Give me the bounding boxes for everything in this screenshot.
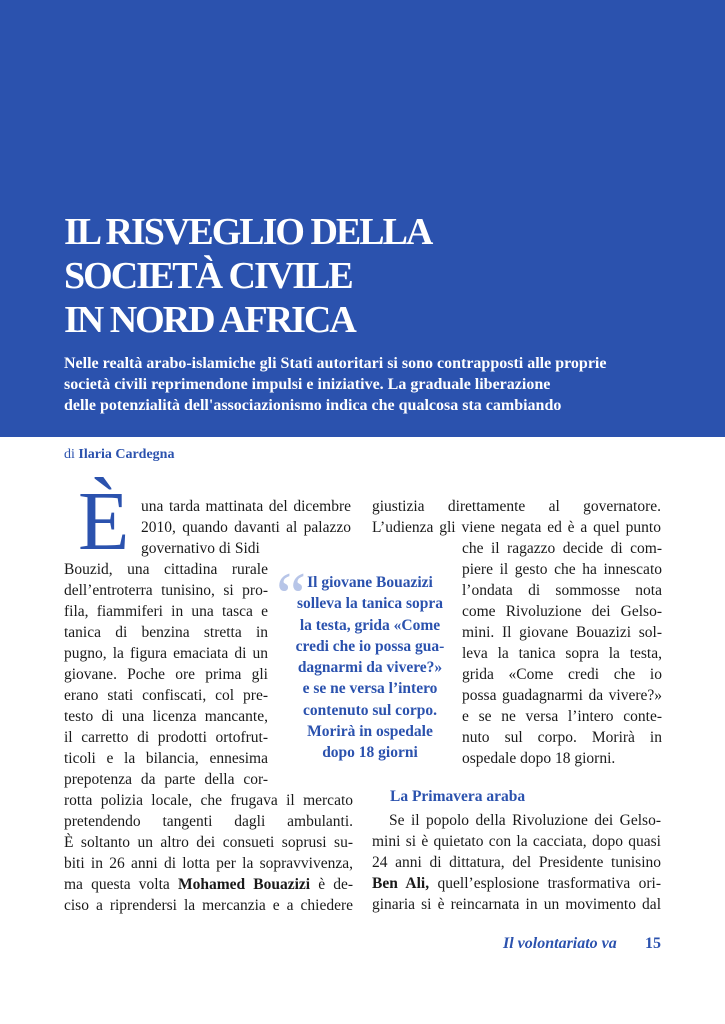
body-line: come Rivoluzione dei Gelso- [462, 603, 662, 620]
pull-quote-line: credi che io possa gua- [295, 637, 445, 655]
pull-quote-line: solleva la tanica sopra [297, 595, 443, 613]
body-line-part: è de- [318, 876, 354, 893]
body-line [372, 873, 661, 894]
body-col2-top-lines [372, 496, 661, 538]
pull-quote-line: contenuto sul corpo. [303, 701, 437, 719]
body-line: rotta polizia locale, che frugava il mercato [64, 792, 353, 809]
body-col1-line3 [141, 538, 281, 559]
body-line: pretendendo tangenti dagli ambulanti. [64, 813, 353, 830]
article-subtitle [64, 353, 704, 416]
body-line: fila, fiammiferi in una tasca e [64, 603, 268, 620]
body-col1-wide-lines [64, 790, 353, 916]
body-line: tanica di benzina stretta in [64, 624, 268, 641]
body-col2-narrow-lines [462, 538, 662, 769]
body-line: piere il gesto che ha innescato [462, 561, 662, 578]
body-line: nuto sul corpo. Morirà in [462, 729, 662, 746]
body-line: che il ragazzo decide di com- [462, 540, 662, 557]
body-line: ospedale dopo 18 giorni. [462, 750, 616, 767]
body-line-part: quell’esplosione trasformativa ori- [437, 875, 662, 892]
quote-mark-icon: “ [276, 558, 307, 634]
body-line: il carretto di prodotti ortofrut- [64, 729, 268, 746]
body-line: governativo di Sidi [141, 540, 260, 557]
pull-quote-line: Morirà in ospedale [307, 723, 433, 741]
pull-quote-line: Il giovane Bouazizi [307, 574, 433, 591]
article-title [64, 210, 431, 342]
body-line: l’ondata di sommosse nota [462, 582, 662, 599]
footer-publication-label: Il volontariato va [503, 935, 617, 952]
subtitle-line: delle potenzialità dell'associazionismo indica che qualcosa sta cambiando [64, 397, 562, 414]
body-line: Se il popolo della Rivoluzione dei Gelso- [389, 812, 661, 829]
pull-quote-line: e se ne versa l’intero [302, 680, 438, 698]
title-line: IN NORD AFRICA [64, 299, 355, 341]
subtitle-line: società civili reprimendone impulsi e iniziative. La graduale liberazione [64, 376, 551, 393]
body-line: erano stati confiscati, col pre- [64, 687, 268, 704]
body-line [64, 874, 353, 895]
body-col1-narrow-lines [64, 559, 268, 790]
title-line: IL RISVEGLIO DELLA [64, 211, 432, 253]
body-bold-name: Mohamed Bouazizi [177, 876, 311, 893]
pull-quote [280, 572, 460, 764]
body-line-part: ma questa volta [64, 876, 170, 893]
page-number: 15 [645, 935, 661, 952]
body-line: mini si è quietato con la cacciata, dopo quasi [372, 833, 661, 850]
body-line: giustizia direttamente al governatore. [372, 498, 661, 515]
drop-cap: È [78, 475, 130, 568]
body-line: Bouzid, una cittadina rurale [64, 561, 268, 578]
body-line: grida «Come credi che io [462, 666, 662, 683]
body-line: ginaria si è reincarnata in un movimento dal [372, 896, 661, 913]
body-line: pugno, la figura emaciata di un [64, 645, 268, 662]
body-line: una tarda mattinata del dicembre [141, 498, 351, 515]
body-line: ticoli e la bilancia, ennesima [64, 750, 268, 767]
byline [64, 447, 174, 463]
author-name: Ilaria Cardegna [78, 447, 175, 462]
byline-prefix: di [64, 447, 75, 462]
body-col1-dropcap-lines [141, 496, 351, 538]
body-line: testo di una licenza mancante, [64, 708, 268, 725]
body-bold-name: Ben Ali, [372, 875, 430, 892]
section-heading: La Primavera araba [390, 788, 526, 805]
body-line: 24 anni di dittatura, del Presidente tunisino [372, 854, 661, 871]
pull-quote-line: dopo 18 giorni [322, 744, 418, 762]
body-line: possa guadagnarmi da vivere?» [462, 687, 662, 704]
body-line: È soltanto un altro dei consueti soprusi su- [64, 834, 353, 851]
body-line: prepotenza da parte della cor- [64, 771, 268, 788]
body-line: leva la tanica sopra la testa, [462, 645, 662, 662]
body-line: dell’entroterra tunisino, si pro- [64, 582, 268, 599]
body-line: 2010, quando davanti al palazzo [141, 519, 351, 536]
subtitle-line: Nelle realtà arabo-islamiche gli Stati autoritari si sono contrapposti alle proprie [64, 355, 607, 372]
body-line: L’udienza gli viene negata ed è a quel punto [372, 519, 661, 536]
pull-quote-line: la testa, grida «Come [299, 616, 441, 634]
body-line: biti in 26 anni di lotta per la sopravvivenza, [64, 855, 353, 872]
body-line: e se ne versa l’intero conte- [462, 708, 662, 725]
pull-quote-line: dagnarmi da vivere?» [297, 659, 443, 677]
body-line: giovane. Poche ore prima gli [64, 666, 268, 683]
body-line: mini. Il giovane Bouazizi sol- [462, 624, 662, 641]
title-line: SOCIETÀ CIVILE [64, 255, 352, 297]
body-col2-section-lines [372, 810, 661, 915]
body-line: ciso a riprendersi la mercanzia e a chiedere [64, 897, 353, 914]
